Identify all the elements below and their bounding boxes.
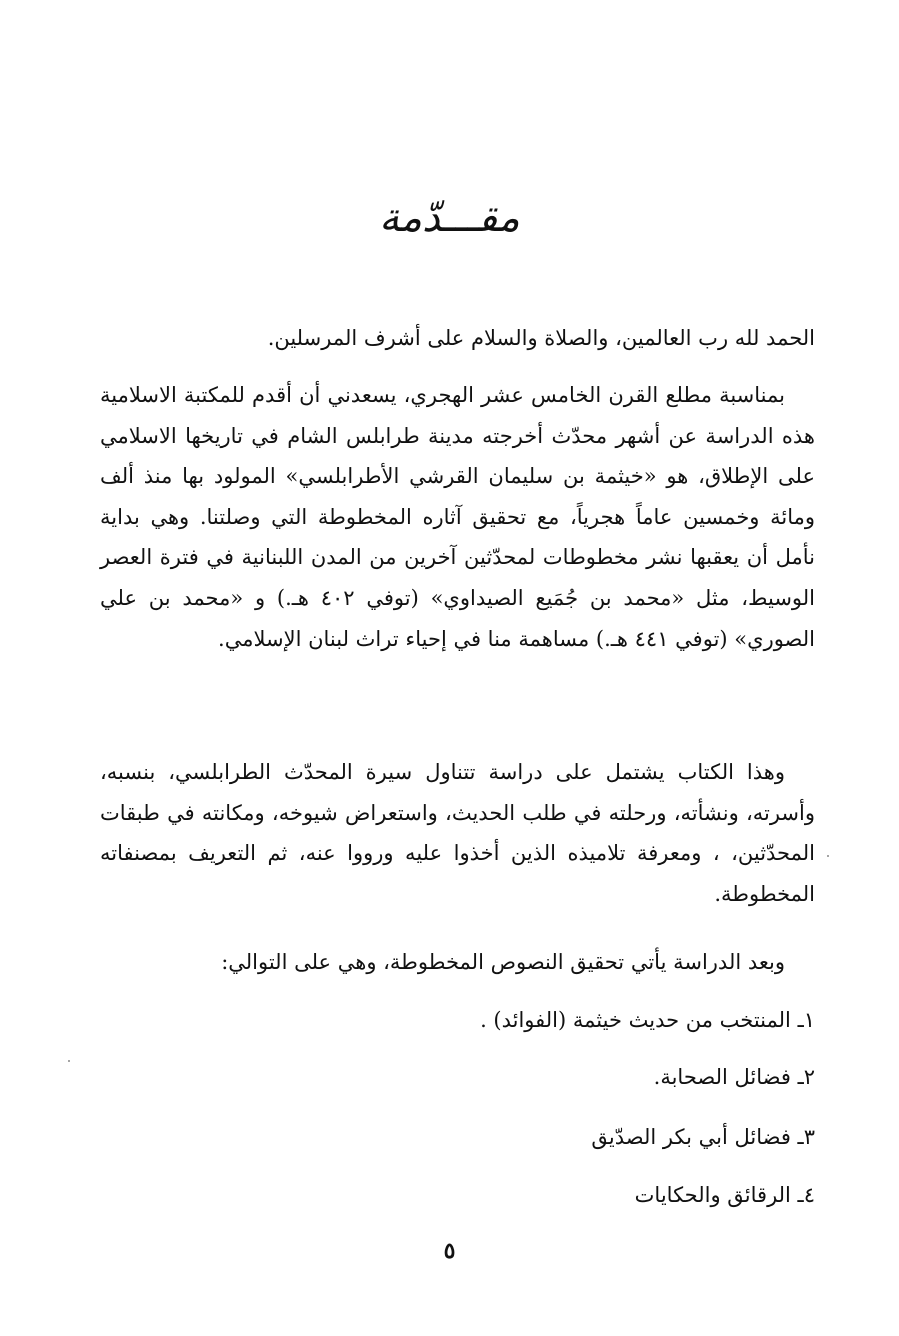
list-item: ٢ـ فضائل الصحابة. xyxy=(653,1065,815,1089)
paragraph-texts-intro: وبعد الدراسة يأتي تحقيق النصوص المخطوطة، وهي على التوالي: xyxy=(221,950,785,974)
scan-speck xyxy=(68,1060,70,1062)
list-item: ٣ـ فضائل أبي بكر الصدّيق xyxy=(591,1125,815,1149)
page-title: مقـــدّمة xyxy=(379,195,520,241)
paragraph-opening: الحمد لله رب العالمين، والصلاة والسلام على أشرف المرسلين. xyxy=(267,326,815,350)
paragraph-book-contents: وهذا الكتاب يشتمل على دراسة تتناول سيرة المحدّث الطرابلسي، بنسبه، وأسرته، ونشأته، ورحلته في طلب الحديث، واستعراض شيوخه، ومكانته في طبقات المحدّثين، ، ومعرفة تلاميذه الذين أخذوا عليه ورووا عنه، ثم التعريف بمصنفاته المخطوطة. xyxy=(100,760,815,906)
paragraph-intro: بمناسبة مطلع القرن الخامس عشر الهجري، يسعدني أن أقدم للمكتبة الاسلامية هذه الدراسة عن أشهر محدّث أخرجته مدينة طرابلس الشام في تاريخها الاسلامي على الإطلاق، هو «خيثمة بن سليمان القرشي الأطرابلسي» المولود بها منذ ألف ومائة وخمسين عاماً هجرياً، مع تحقيق آثاره المخطوطة التي وصلتنا. وهي بداية نأمل أن يعقبها نشر مخطوطات لمحدّثين آخرين من المدن اللبنانية في فترة العصر الوسيط، مثل «محمد بن جُمَيع الصيداوي» (توفي ٤٠٢ هـ.) و «محمد بن علي الصوري» (توفي ٤٤١ هـ.) مساهمة منا في إحياء تراث لبنان الإسلامي. xyxy=(100,383,816,651)
scan-speck xyxy=(827,855,829,857)
list-item: ٤ـ الرقائق والحكايات xyxy=(634,1183,815,1207)
list-item: ١ـ المنتخب من حديث خيثمة (الفوائد) . xyxy=(480,1008,815,1032)
page-number: ٥ xyxy=(443,1238,456,1264)
